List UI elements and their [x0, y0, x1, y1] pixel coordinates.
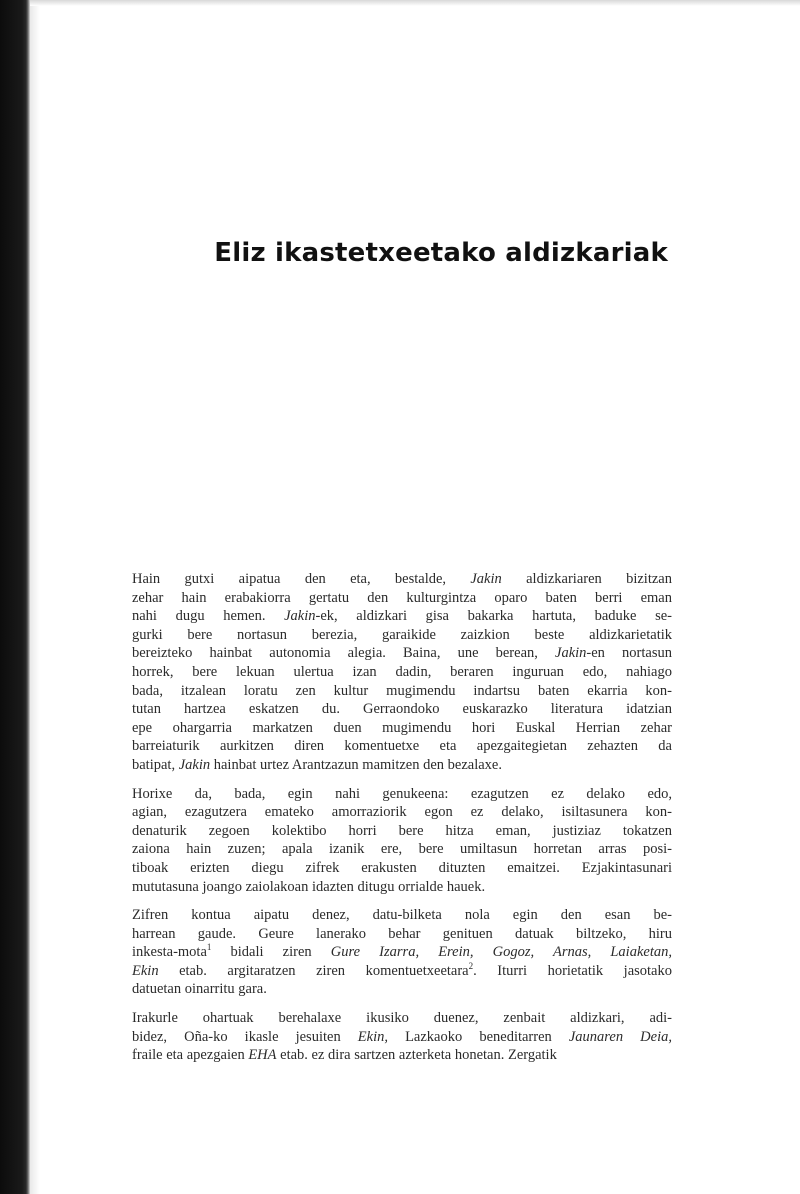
text-run: Jakin: [284, 608, 316, 625]
text-line: [132, 682, 672, 701]
text-run: Irakurle ohartuak berehalaxe ikusiko duenez, zenbait aldizkari, adi-: [132, 1010, 672, 1027]
text-run: Gure Izarra, Erein, Gogoz, Arnas, Laiaketan,: [330, 944, 672, 961]
text-run: Lazkaoko beneditarren: [387, 1028, 569, 1045]
text-line: [132, 570, 672, 589]
text-line: [132, 1046, 672, 1065]
text-line: [132, 1009, 672, 1028]
chapter-title: Eliz ikastetxeetako aldizkariak: [214, 238, 668, 268]
text-run: Zifren kontua aipatu denez, datu-bilketa nola egin den esan be-: [132, 907, 672, 924]
text-run: 1: [206, 942, 212, 953]
text-run: Ekin: [132, 962, 159, 979]
paragraph: [132, 1009, 672, 1065]
text-run: gurki bere nortasun berezia, garaikide zaizkion beste aldizkarietatik: [132, 626, 672, 643]
text-run: -ek, aldizkari gisa bakarka hartuta, baduke se-: [315, 608, 672, 625]
text-run: bereizteko hainbat autonomia alegia. Baina, une berean,: [132, 645, 556, 662]
text-line: [132, 840, 672, 859]
text-run: denaturik zegoen kolektibo horri bere hitza eman, justiziaz tokatzen: [132, 822, 672, 839]
text-line: [132, 943, 672, 962]
paragraph: [132, 570, 672, 775]
scan-binding-shadow: [0, 0, 30, 1194]
body-text: [132, 570, 672, 1075]
text-line: [132, 607, 672, 626]
text-line: [132, 756, 672, 775]
text-line: [132, 980, 672, 999]
text-line: [132, 803, 672, 822]
text-run: etab. ez dira sartzen azterketa honetan. Zergatik: [276, 1047, 557, 1064]
text-run: inkesta-mota: [132, 944, 207, 961]
text-run: horrek, bere lekuan ulertua izan dadin, beraren inguruan edo, nahiago: [132, 663, 672, 680]
text-run: datuetan oinarritu gara.: [132, 981, 267, 998]
text-run: hainbat urtez Arantzazun mamitzen den bezalaxe.: [210, 756, 502, 773]
text-run: bada, itzalean loratu zen kultur mugimendu indartsu baten ekarria kon-: [132, 682, 672, 699]
text-line: [132, 663, 672, 682]
text-run: bidali ziren: [211, 944, 331, 961]
text-run: Jaunaren Deia,: [568, 1028, 672, 1045]
text-line: [132, 719, 672, 738]
text-line: [132, 925, 672, 944]
text-line: [132, 859, 672, 878]
text-run: agian, ezagutzera emateko amorraziorik egon ez delako, isiltasunera kon-: [132, 804, 672, 821]
text-run: Jakin: [555, 645, 587, 662]
text-run: barreiaturik aurkitzen diren komentuetxe eta apezgaitegietan zehazten da: [132, 738, 672, 755]
text-run: tutan hartzea eskatzen du. Gerraondoko euskarazko literatura idatzian: [132, 701, 672, 718]
text-line: [132, 644, 672, 663]
text-run: nahi dugu hemen.: [132, 608, 285, 625]
text-line: [132, 626, 672, 645]
text-run: Hain gutxi aipatua den eta, bestalde,: [132, 571, 471, 587]
text-run: harrean gaude. Geure lanerako behar genituen datuak biltzeko, hiru: [132, 925, 672, 942]
text-run: batipat,: [132, 756, 179, 773]
text-run: 2: [468, 961, 474, 972]
text-run: epe ohargarria markatzen duen mugimendu hori Euskal Herrian zehar: [132, 719, 672, 736]
text-line: [132, 589, 672, 608]
paragraph: [132, 785, 672, 897]
text-run: tiboak erizten diegu zifrek erakusten dituzten emaitzei. Ezjakintasunari: [132, 859, 672, 876]
text-run: fraile eta apezgaien: [132, 1047, 249, 1064]
text-run: aldizkariaren bizitzan: [501, 571, 672, 587]
text-run: . Iturri horietatik jasotako: [473, 962, 672, 979]
text-line: [132, 785, 672, 804]
scan-top-shade: [30, 0, 800, 6]
text-run: Jakin: [178, 756, 211, 773]
text-line: [132, 878, 672, 897]
text-line: [132, 962, 672, 981]
text-line: [132, 1028, 672, 1047]
text-line: [132, 906, 672, 925]
text-run: EHA: [248, 1047, 277, 1064]
text-run: Ekin,: [357, 1028, 388, 1045]
text-run: zaiona hain zuzen; apala izanik ere, bere umiltasun horretan arras posi-: [132, 841, 672, 858]
paragraph: [132, 906, 672, 999]
text-run: Jakin: [470, 571, 502, 587]
text-run: mututasuna joango zaiolakoan idazten ditugu orrialde hauek.: [132, 878, 486, 895]
text-line: [132, 737, 672, 756]
text-line: [132, 700, 672, 719]
scan-gutter-shade: [30, 0, 40, 1194]
text-line: [132, 822, 672, 841]
text-run: zehar hain erabakiorra gertatu den kulturgintza oparo baten berri eman: [132, 589, 672, 606]
text-run: -en nortasun: [586, 645, 672, 662]
text-run: etab. argitaratzen ziren komentuetxeetara: [158, 962, 469, 979]
text-run: Horixe da, bada, egin nahi genukeena: ezagutzen ez delako edo,: [132, 785, 672, 802]
text-run: bidez, Oña-ko ikasle jesuiten: [132, 1028, 358, 1045]
